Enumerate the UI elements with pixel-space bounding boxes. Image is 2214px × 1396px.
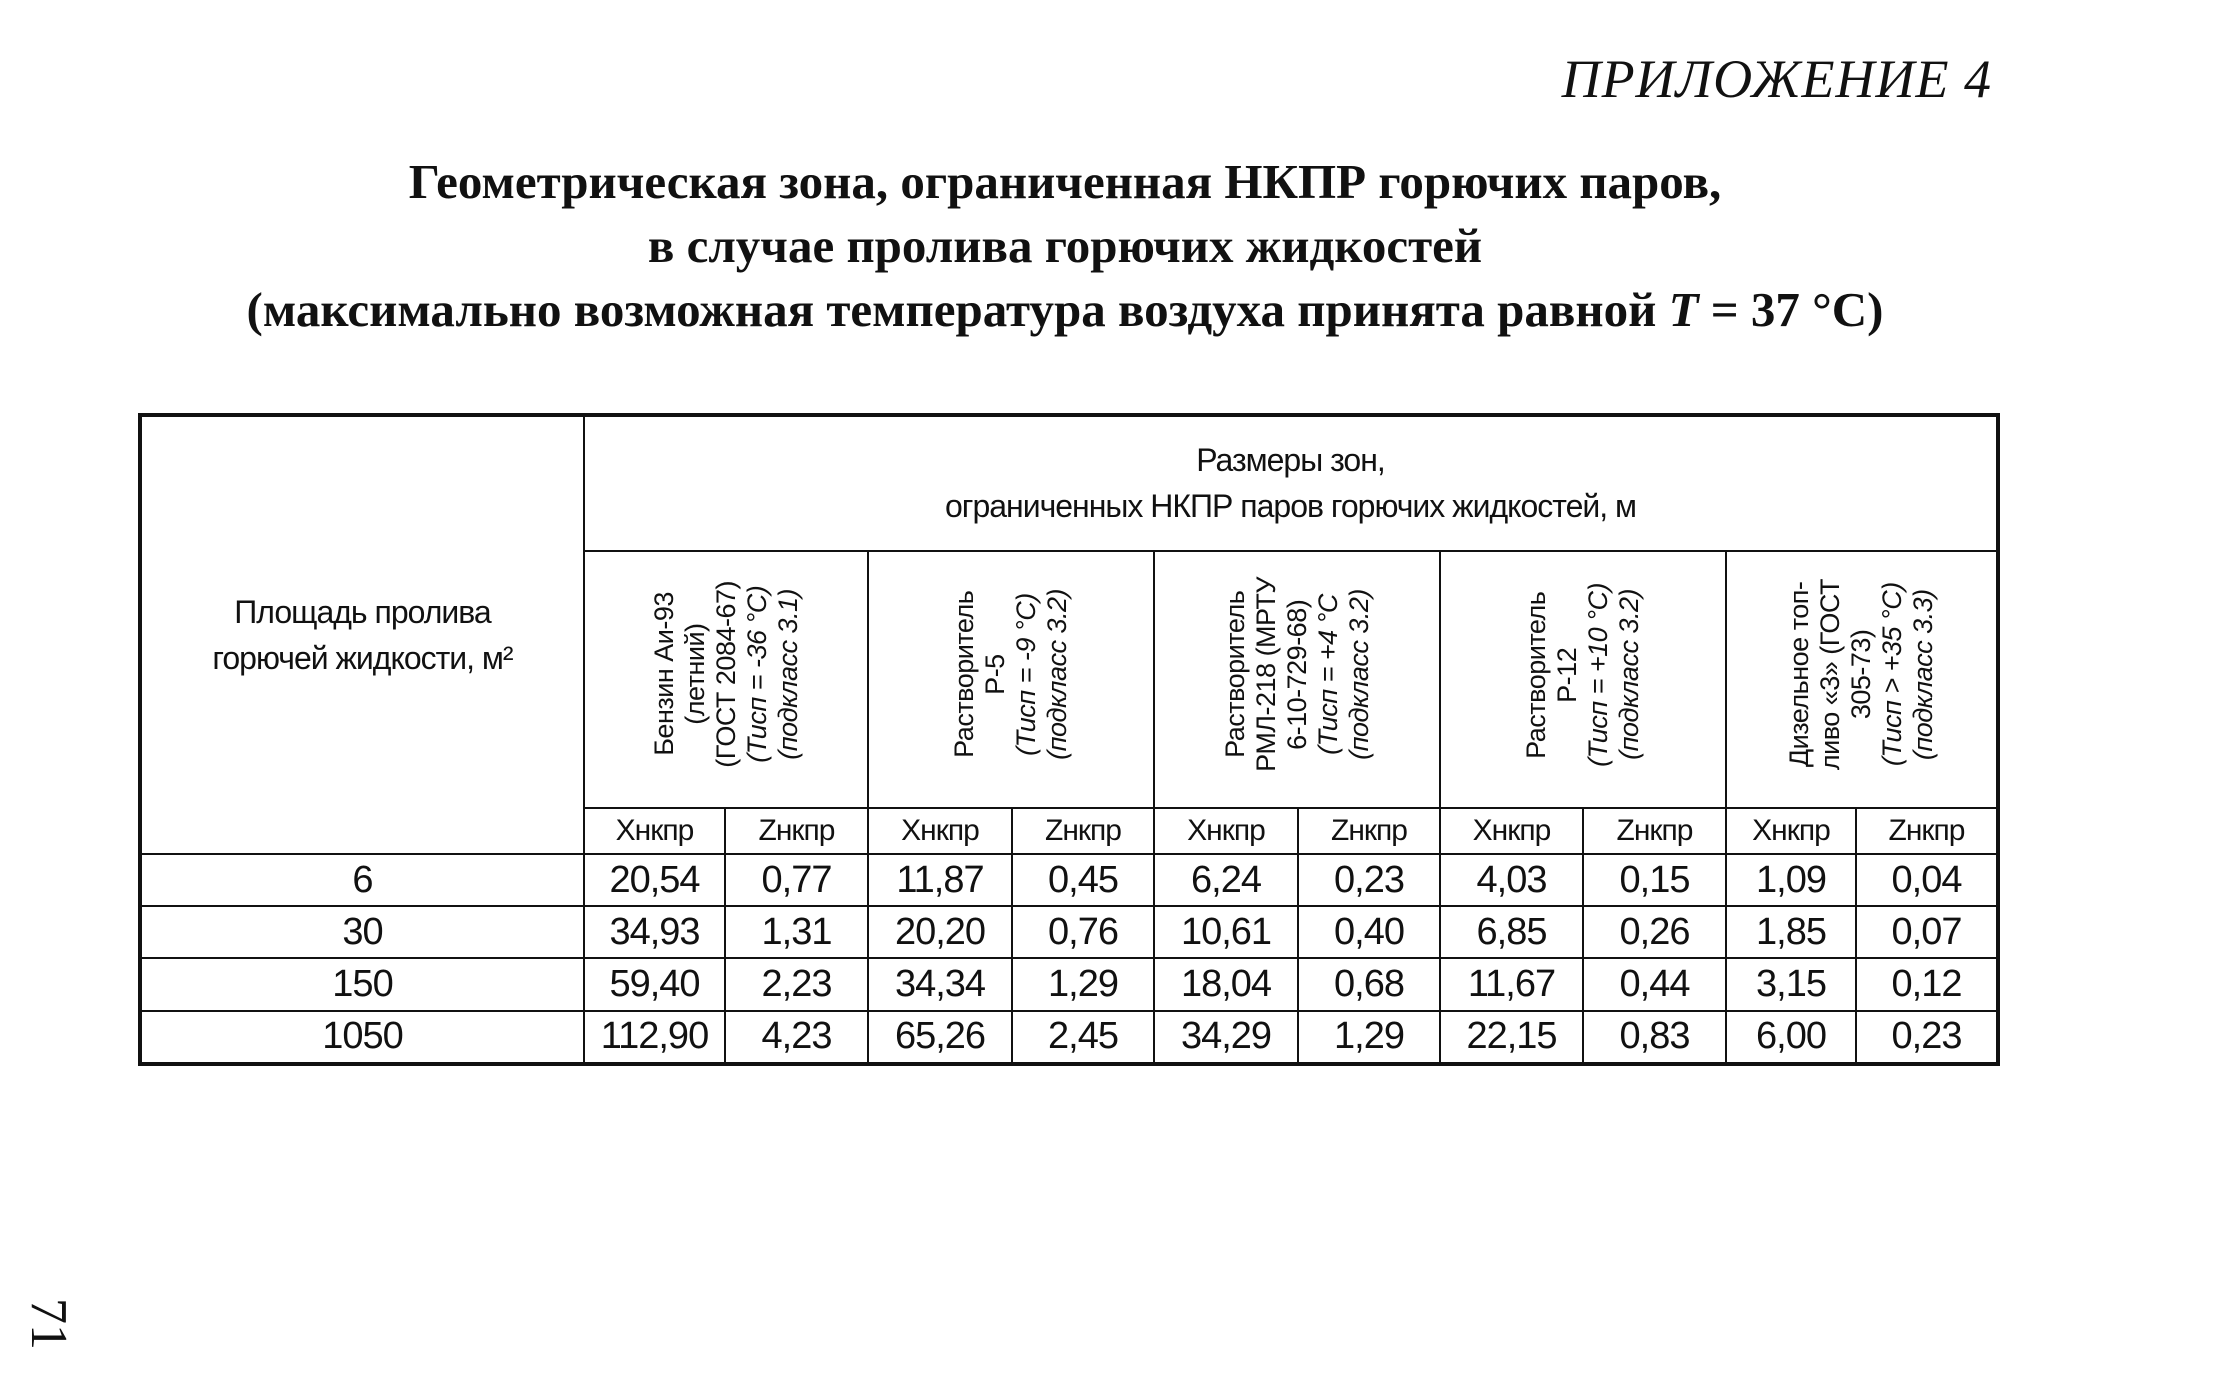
value-cell: 65,26 — [868, 1011, 1012, 1064]
liquid-1-line-2: (летний) — [679, 624, 710, 726]
liquid-2-line-5: (подкласс 3.2) — [1042, 589, 1072, 761]
liquid-header-4 — [1440, 551, 1726, 808]
value-cell: 18,04 — [1154, 958, 1298, 1010]
liquid-5-line-2: ливо «3» (ГОСТ — [1815, 579, 1845, 771]
value-cell: 1,29 — [1012, 958, 1154, 1010]
value-cell: 4,23 — [725, 1011, 868, 1064]
title-line-3-var: T — [1668, 282, 1699, 337]
value-cell: 0,68 — [1298, 958, 1440, 1010]
z-symbol-header: Zнкпр — [1583, 808, 1726, 854]
table-row — [140, 1011, 1998, 1064]
liquid-5-line-1: Дизельное топ- — [1784, 581, 1814, 768]
x-symbol-header: Xнкпр — [1726, 808, 1856, 854]
page-number: 71 — [20, 1298, 77, 1350]
value-cell: 3,15 — [1726, 958, 1856, 1010]
value-cell: 0,83 — [1583, 1011, 1726, 1064]
area-cell: 6 — [140, 854, 584, 906]
z-symbol-header: Zнкпр — [1856, 808, 1998, 854]
value-cell: 34,29 — [1154, 1011, 1298, 1064]
title-line-1: Геометрическая зона, ограниченная НКПР горючих паров, — [408, 154, 1722, 209]
value-cell: 0,07 — [1856, 906, 1998, 958]
liquid-2-line-2: Р-5 — [980, 654, 1010, 695]
title-line-3-prefix: (максимально возможная температура воздуха принята равной — [246, 282, 1669, 337]
liquid-4-line-2: Р-12 — [1552, 647, 1582, 703]
area-cell: 150 — [140, 958, 584, 1010]
value-cell: 0,76 — [1012, 906, 1154, 958]
liquid-header-3 — [1154, 551, 1440, 808]
appendix-label: ПРИЛОЖЕНИЕ 4 — [1561, 49, 1992, 109]
value-cell: 11,87 — [868, 854, 1012, 906]
value-cell: 2,45 — [1012, 1011, 1154, 1064]
z-symbol-header: Zнкпр — [1298, 808, 1440, 854]
liquid-2-line-4: (Тисп = -9 °С) — [1011, 593, 1041, 756]
area-cell: 30 — [140, 906, 584, 958]
title-line-3-suffix: = 37 °С) — [1698, 282, 1884, 337]
liquid-5-line-4: (Тисп > +35 °С) — [1877, 582, 1907, 767]
value-cell: 22,15 — [1440, 1011, 1583, 1064]
value-cell: 10,61 — [1154, 906, 1298, 958]
z-symbol-header: Zнкпр — [1012, 808, 1154, 854]
liquid-3-line-2: РМЛ-218 (МРТУ — [1250, 577, 1281, 773]
liquid-header-5 — [1726, 551, 1998, 808]
value-cell: 1,09 — [1726, 854, 1856, 906]
group-header-line-1: Размеры зон, — [1196, 442, 1385, 479]
area-header-line-2: горючей жидкости, м² — [212, 640, 513, 676]
value-cell: 0,23 — [1856, 1011, 1998, 1064]
liquid-3-line-1: Растворитель — [1219, 591, 1250, 759]
value-cell: 59,40 — [584, 958, 725, 1010]
liquid-3-line-3: 6-10-729-68) — [1281, 599, 1312, 750]
area-column-header — [140, 415, 584, 854]
table-row — [140, 906, 1998, 958]
value-cell: 4,03 — [1440, 854, 1583, 906]
liquid-3-line-5: (подкласс 3.2) — [1343, 589, 1374, 761]
value-cell: 11,67 — [1440, 958, 1583, 1010]
value-cell: 6,85 — [1440, 906, 1583, 958]
x-symbol-header: Xнкпр — [584, 808, 725, 854]
x-symbol-header: Xнкпр — [1440, 808, 1583, 854]
title-line-2: в случае пролива горючих жидкостей — [647, 218, 1483, 273]
liquid-1-line-3: (ГОСТ 2084-67) — [710, 581, 741, 769]
value-cell: 0,40 — [1298, 906, 1440, 958]
value-cell: 0,26 — [1583, 906, 1726, 958]
z-symbol-header: Zнкпр — [725, 808, 868, 854]
liquid-4-line-5: (подкласс 3.2) — [1614, 589, 1644, 761]
value-cell: 1,29 — [1298, 1011, 1440, 1064]
value-cell: 1,31 — [725, 906, 868, 958]
value-cell: 6,00 — [1726, 1011, 1856, 1064]
value-cell: 0,44 — [1583, 958, 1726, 1010]
value-cell: 112,90 — [584, 1011, 725, 1064]
liquid-header-1 — [584, 551, 868, 808]
value-cell: 0,15 — [1583, 854, 1726, 906]
liquid-4-line-4: (Тисп = +10 °С) — [1583, 582, 1613, 767]
value-cell: 0,12 — [1856, 958, 1998, 1010]
zone-size-group-header — [584, 415, 1998, 551]
liquid-1-line-1: Бензин Аи-93 — [648, 592, 679, 757]
table-row — [140, 854, 1998, 906]
page-title — [0, 150, 2130, 342]
value-cell: 34,34 — [868, 958, 1012, 1010]
value-cell: 0,77 — [725, 854, 868, 906]
liquid-4-line-1: Растворитель — [1521, 591, 1551, 759]
value-cell: 0,45 — [1012, 854, 1154, 906]
value-cell: 2,23 — [725, 958, 868, 1010]
area-header-line-1: Площадь пролива — [234, 594, 491, 630]
value-cell: 6,24 — [1154, 854, 1298, 906]
liquid-header-2 — [868, 551, 1154, 808]
value-cell: 1,85 — [1726, 906, 1856, 958]
value-cell: 20,54 — [584, 854, 725, 906]
value-cell: 0,23 — [1298, 854, 1440, 906]
liquid-1-line-5: (подкласс 3.1) — [772, 589, 803, 761]
liquid-1-line-4: (Тисп = -36 °С) — [741, 586, 772, 764]
value-cell: 20,20 — [868, 906, 1012, 958]
value-cell: 0,04 — [1856, 854, 1998, 906]
liquid-3-line-4: (Тисп = +4 °С — [1312, 594, 1343, 756]
area-cell: 1050 — [140, 1011, 584, 1064]
group-header-line-2: ограниченных НКПР паров горючих жидкостей, м — [944, 488, 1637, 525]
table-row — [140, 958, 1998, 1010]
value-cell: 34,93 — [584, 906, 725, 958]
x-symbol-header: Xнкпр — [1154, 808, 1298, 854]
title-line-3 — [0, 278, 2130, 342]
liquid-5-line-3: 305-73) — [1846, 629, 1876, 720]
liquid-5-line-5: (подкласс 3.3) — [1908, 589, 1938, 761]
liquid-2-line-1: Растворитель — [949, 591, 979, 759]
x-symbol-header: Xнкпр — [868, 808, 1012, 854]
zones-table — [138, 413, 2000, 1066]
